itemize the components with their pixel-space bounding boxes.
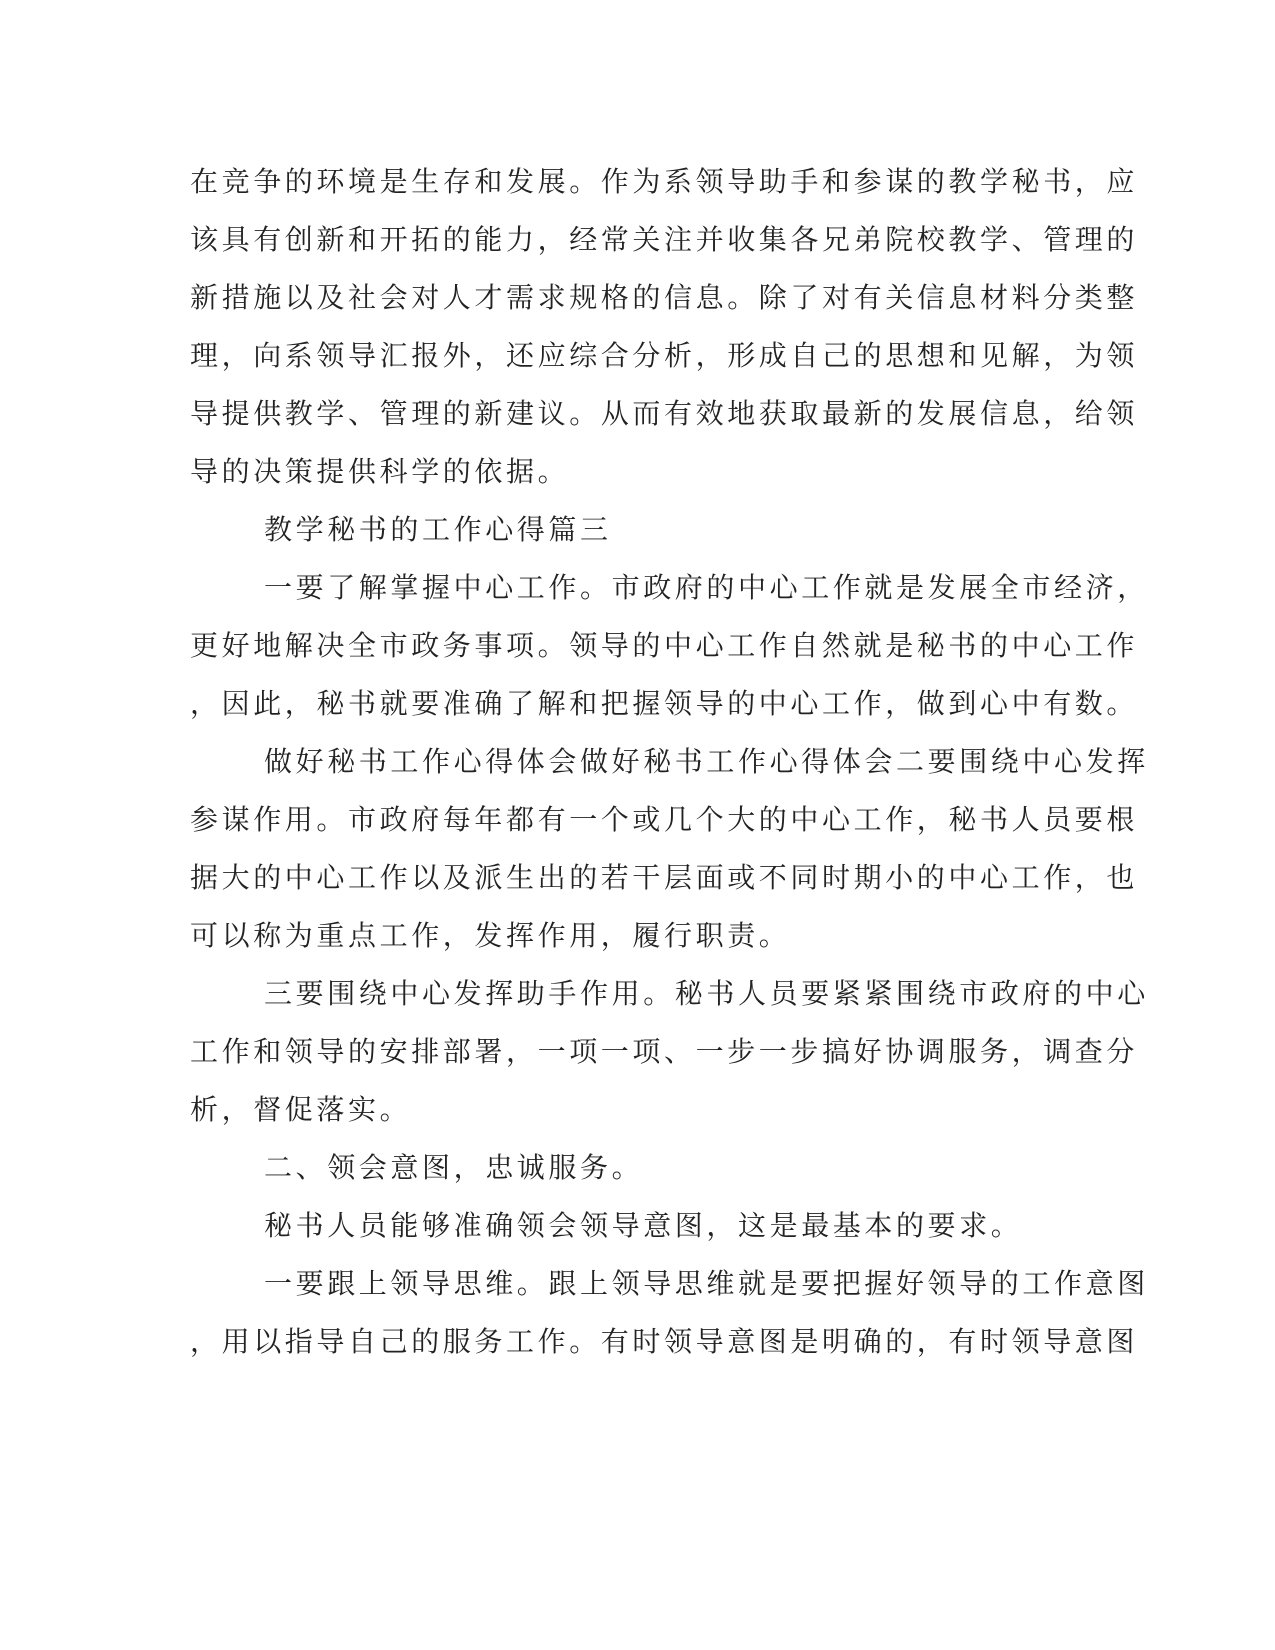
section-heading: 教学秘书的工作心得篇三 xyxy=(264,513,612,546)
text-line: 参谋作用。市政府每年都有一个或几个大的中心工作，秘书人员要根 xyxy=(190,803,1139,836)
text-line: 做好秘书工作心得体会做好秘书工作心得体会二要围绕中心发挥 xyxy=(264,745,1149,778)
text-line: 新措施以及社会对人才需求规格的信息。除了对有关信息材料分类整 xyxy=(190,281,1139,314)
text-line: 一要跟上领导思维。跟上领导思维就是要把握好领导的工作意图 xyxy=(264,1267,1149,1300)
text-line: 三要围绕中心发挥助手作用。秘书人员要紧紧围绕市政府的中心 xyxy=(264,977,1149,1010)
text-line: 导的决策提供科学的依据。 xyxy=(190,455,570,488)
text-line: 该具有创新和开拓的能力，经常关注并收集各兄弟院校教学、管理的 xyxy=(190,223,1139,256)
text-line: 理，向系领导汇报外，还应综合分析，形成自己的思想和见解，为领 xyxy=(190,339,1139,372)
text-line: 据大的中心工作以及派生出的若干层面或不同时期小的中心工作，也 xyxy=(190,861,1139,894)
text-line: 更好地解决全市政务事项。领导的中心工作自然就是秘书的中心工作 xyxy=(190,629,1139,662)
text-line: 在竞争的环境是生存和发展。作为系领导助手和参谋的教学秘书，应 xyxy=(190,165,1139,198)
text-line: 工作和领导的安排部署，一项一项、一步一步搞好协调服务，调查分 xyxy=(190,1035,1139,1068)
section-heading: 二、领会意图，忠诚服务。 xyxy=(264,1151,644,1184)
text-line: 一要了解掌握中心工作。市政府的中心工作就是发展全市经济， xyxy=(264,571,1149,604)
text-line: 析，督促落实。 xyxy=(190,1093,412,1126)
text-line: ，用以指导自己的服务工作。有时领导意图是明确的，有时领导意图 xyxy=(190,1325,1139,1358)
text-line: 可以称为重点工作，发挥作用，履行职责。 xyxy=(190,919,791,952)
text-line: 导提供教学、管理的新建议。从而有效地获取最新的发展信息，给领 xyxy=(190,397,1139,430)
text-line: ，因此，秘书就要准确了解和把握领导的中心工作，做到心中有数。 xyxy=(190,687,1139,720)
text-line: 秘书人员能够准确领会领导意图，这是最基本的要求。 xyxy=(264,1209,1023,1242)
